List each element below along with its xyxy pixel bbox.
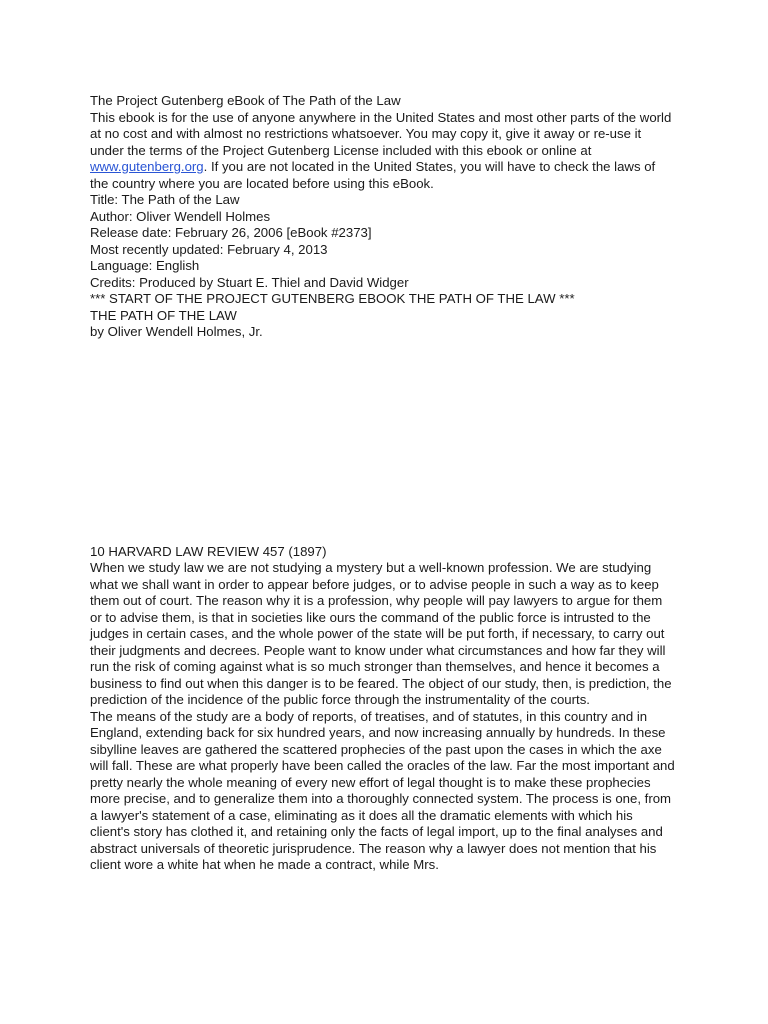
citation: 10 HARVARD LAW REVIEW 457 (1897) bbox=[90, 543, 327, 559]
blank-space bbox=[90, 341, 676, 544]
meta-author: Author: Oliver Wendell Holmes bbox=[90, 208, 271, 224]
license-text-after-link: . If you are not located in the United States, you will have to check the laws of the country where you are located before using this eBook. bbox=[90, 159, 656, 191]
body-paragraph-1: When we study law we are not studying a mystery but a well-known profession. We are studying what we shall want in order to appear before judges, or to advise people in such a way as to keep them out of court. The reason why it is a profession, why people will pay lawyers to argue for them or to advise them, is that in societies like ours the command of the public force is intrusted to the judges in certain cases, and the whole power of the state will be put forth, if necessary, to carry out their judgments and decrees. People want to know under what circumstances and how far they will run the risk of coming against what is so much stronger than themselves, and hence it becomes a business to find out when this danger is to be feared. The object of our study, then, is prediction, the prediction of the incidence of the public force through the instrumentality of the courts. bbox=[90, 560, 672, 707]
gutenberg-link[interactable]: www.gutenberg.org bbox=[90, 159, 204, 174]
meta-release-date: Release date: February 26, 2006 [eBook #2373] bbox=[90, 225, 372, 240]
meta-title: Title: The Path of the Law bbox=[90, 192, 240, 207]
body-paragraph-2: The means of the study are a body of reports, of treatises, and of statutes, in this country and in England, extending back for six hundred years, and now increasing annually by hundreds. In these sibylline leaves are gathered the scattered prophecies of the past upon the cases in which the axe will fall. These are what properly have been called the oracles of the law. Far the most important and pretty nearly the whole meaning of every new effort of legal thought is to make these prophecies more precise, and to generalize them into a thoroughly connected system. The process is one, from a lawyer's statement of a case, eliminating as it does all the dramatic elements with which his client's story has clothed it, and retaining only the facts of legal import, up to the final analyses and abstract universals of theoretic jurisprudence. The reason why a lawyer does not mention that his client wore a white hat when he made a contract, while Mrs. bbox=[90, 708, 675, 872]
meta-credits: Credits: Produced by Stuart E. Thiel and David Widger bbox=[90, 274, 409, 290]
meta-updated-date: Most recently updated: February 4, 2013 bbox=[90, 241, 328, 257]
book-byline: by Oliver Wendell Holmes, Jr. bbox=[90, 324, 263, 339]
license-paragraph bbox=[90, 110, 676, 193]
start-marker: *** START OF THE PROJECT GUTENBERG EBOOK THE PATH OF THE LAW *** bbox=[90, 291, 575, 306]
meta-language: Language: English bbox=[90, 258, 200, 273]
document-page bbox=[90, 93, 676, 874]
ebook-title-line: The Project Gutenberg eBook of The Path of the Law bbox=[90, 93, 401, 108]
license-text-before-link: This ebook is for the use of anyone anywhere in the United States and most other parts of the world at no cost and with almost no restrictions whatsoever. You may copy it, give it away or re-use it under the terms of the Project Gutenberg License included with this ebook or online at bbox=[90, 109, 672, 158]
book-title: THE PATH OF THE LAW bbox=[90, 307, 237, 323]
